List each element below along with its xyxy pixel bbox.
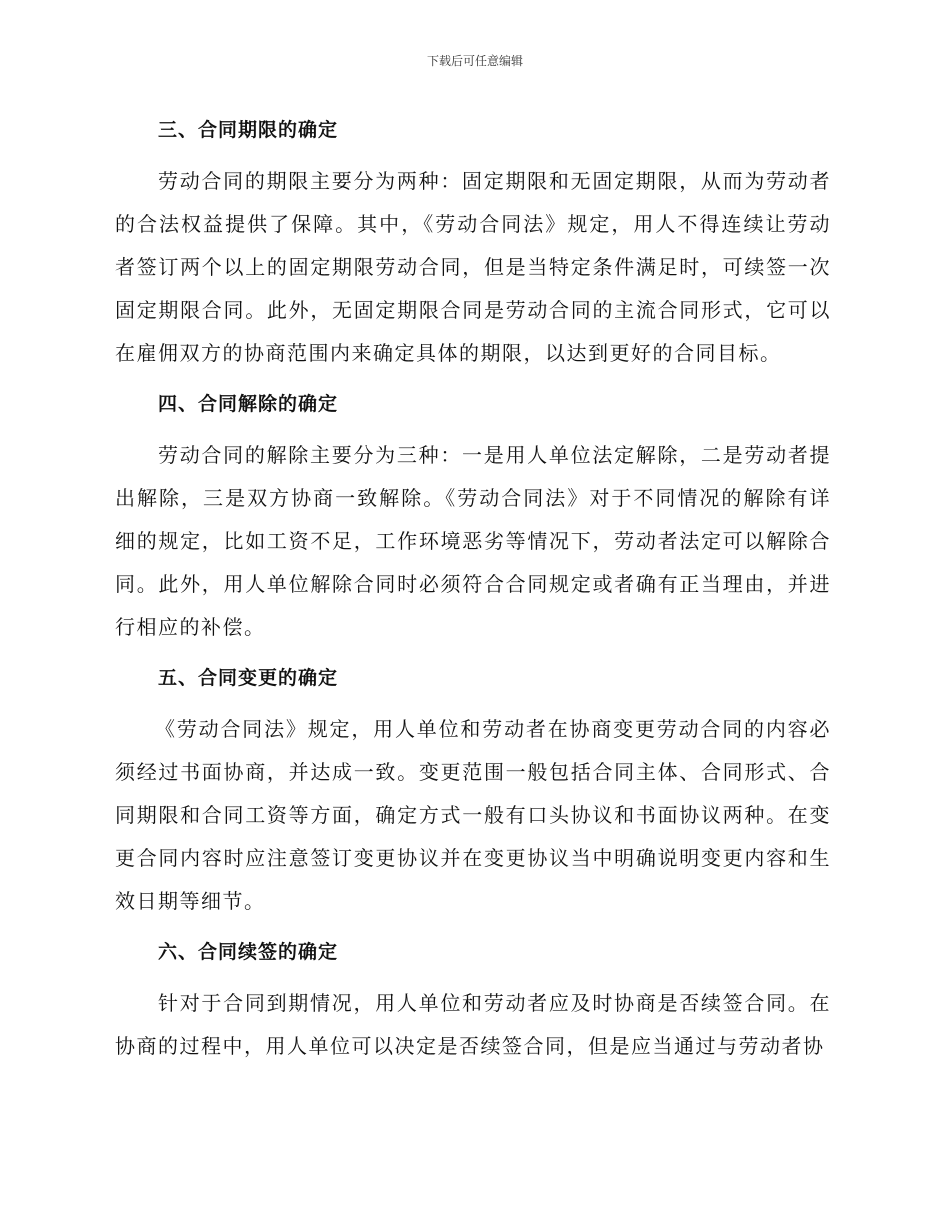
section-heading: 三、合同期限的确定 <box>158 119 339 141</box>
section-paragraph: 劳动合同的解除主要分为三种：一是用人单位法定解除，二是劳动者提出解除，三是双方协商一致解除。《劳动合同法》对于不同情况的解除有详细的规定，比如工资不足，工作环境恶劣等情况下，劳动者法定可以解除合同。此外，用人单位解除合同时必须符合合同规定或者确有正当理由，并进行相应的补偿。 <box>115 443 831 639</box>
section-contract-change <box>115 654 831 923</box>
section-paragraph: 劳动合同的期限主要分为两种：固定期限和无固定期限，从而为劳动者的合法权益提供了保障。其中，《劳动合同法》规定，用人不得连续让劳动者签订两个以上的固定期限劳动合同，但是当特定条件满足时，可续签一次固定期限合同。此外，无固定期限合同是劳动合同的主流合同形式，它可以在雇佣双方的协商范围内来确定具体的期限，以达到更好的合同目标。 <box>115 169 831 365</box>
section-contract-termination <box>115 380 831 649</box>
section-contract-term <box>115 106 831 375</box>
section-paragraph: 《劳动合同法》规定，用人单位和劳动者在协商变更劳动合同的内容必须经过书面协商，并达成一致。变更范围一般包括合同主体、合同形式、合同期限和合同工资等方面，确定方式一般有口头协议和书面协议两种。在变更合同内容时应注意签订变更协议并在变更协议当中明确说明变更内容和生效日期等细节。 <box>115 717 831 913</box>
section-paragraph: 针对于合同到期情况，用人单位和劳动者应及时协商是否续签合同。在协商的过程中，用人单位可以决定是否续签合同，但是应当通过与劳动者协 <box>115 991 831 1058</box>
section-heading: 六、合同续签的确定 <box>158 941 339 963</box>
page-header: 下载后可任意编辑 <box>426 54 523 68</box>
section-heading: 四、合同解除的确定 <box>158 393 339 415</box>
document-content <box>115 106 831 1068</box>
section-contract-renewal <box>115 928 831 1068</box>
section-heading: 五、合同变更的确定 <box>158 667 339 689</box>
